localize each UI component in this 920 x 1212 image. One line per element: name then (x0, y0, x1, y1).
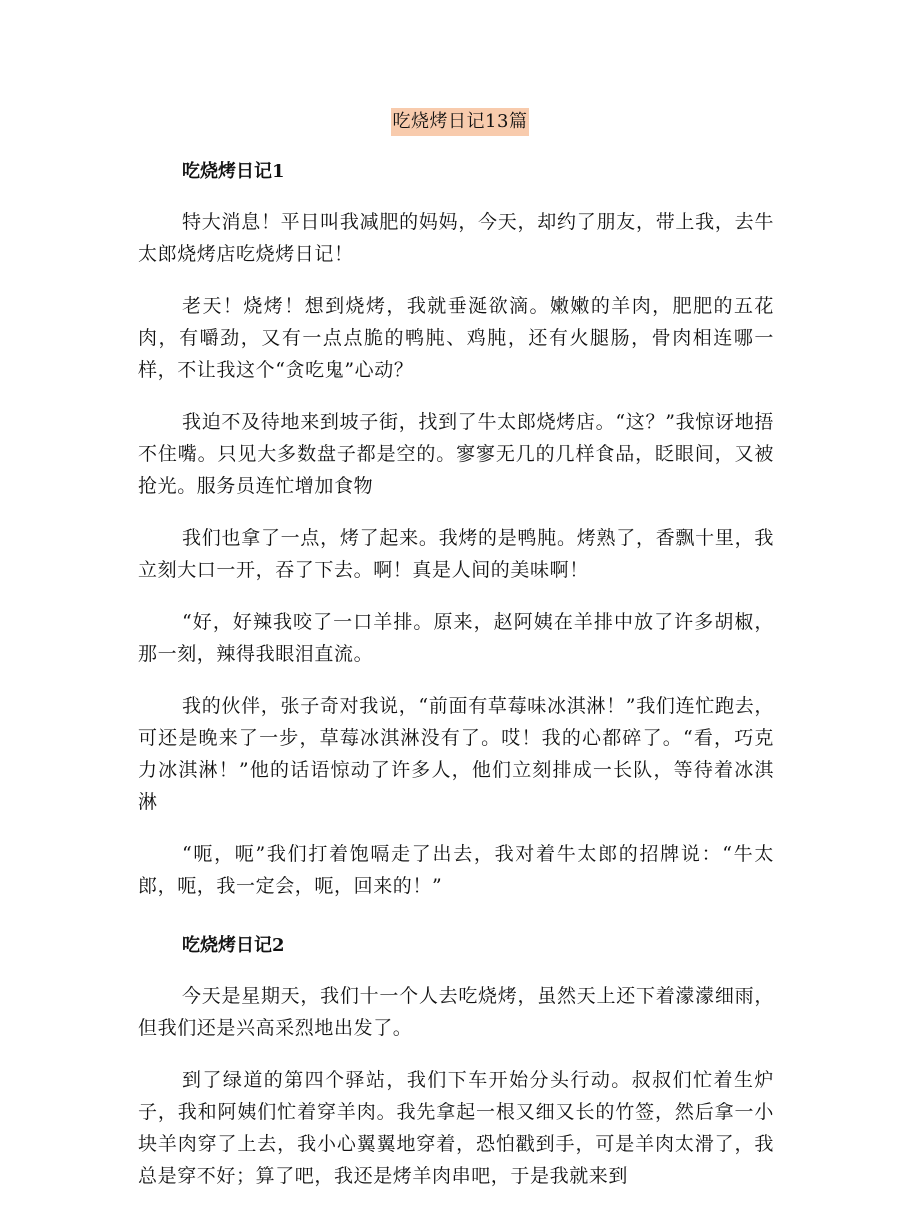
title-bar (0, 108, 920, 136)
diary-section-2 (138, 930, 774, 1192)
paragraph: “呃，呃”我们打着饱嗝走了出去，我对着牛太郎的招牌说：“牛太郎，呃，我一定会，呃，回来的！” (138, 843, 774, 897)
section-heading: 吃烧烤日记2 (182, 935, 285, 956)
paragraph: 我迫不及待地来到坡子街，找到了牛太郎烧烤店。“这？”我惊讶地捂不住嘴。只见大多数盘子都是空的。寥寥无几的几样食品，眨眼间，又被抢光。服务员连忙增加食物 (138, 411, 774, 497)
document-body (138, 156, 774, 1212)
paragraph: 特大消息！平日叫我减肥的妈妈，今天，却约了朋友，带上我，去牛太郎烧烤店吃烧烤日记！ (138, 211, 774, 265)
paragraph: 我们也拿了一点，烤了起来。我烤的是鸭肫。烤熟了，香飘十里，我立刻大口一开，吞了下去。啊！真是人间的美味啊！ (138, 527, 774, 581)
paragraph: 今天是星期天，我们十一个人去吃烧烤，虽然天上还下着濛濛细雨，但我们还是兴高采烈地出发了。 (138, 985, 774, 1039)
paragraph: 老天！烧烤！想到烧烤，我就垂涎欲滴。嫩嫩的羊肉，肥肥的五花肉，有嚼劲，又有一点点脆的鸭肫、鸡肫，还有火腿肠，骨肉相连哪一样，不让我这个“贪吃鬼”心动？ (138, 295, 774, 381)
paragraph: 我的伙伴，张子奇对我说，“前面有草莓味冰淇淋！”我们连忙跑去，可还是晚来了一步，草莓冰淇淋没有了。哎！我的心都碎了。“看，巧克力冰淇淋！”他的话语惊动了许多人，他们立刻排成一长队，等待着冰淇淋 (138, 695, 774, 813)
paragraph: 到了绿道的第四个驿站，我们下车开始分头行动。叔叔们忙着生炉子，我和阿姨们忙着穿羊肉。我先拿起一根又细又长的竹签，然后拿一小块羊肉穿了上去，我小心翼翼地穿着，恐怕戳到手，可是羊肉太滑了，我总是穿不好；算了吧，我还是烤羊肉串吧，于是我就来到 (138, 1069, 774, 1187)
section-spacer (138, 922, 774, 930)
section-heading: 吃烧烤日记1 (182, 161, 285, 182)
diary-section-1 (138, 156, 774, 902)
paragraph: “好，好辣我咬了一口羊排。原来，赵阿姨在羊排中放了许多胡椒，那一刻，辣得我眼泪直流。 (138, 611, 774, 665)
document-title: 吃烧烤日记13篇 (391, 108, 530, 136)
